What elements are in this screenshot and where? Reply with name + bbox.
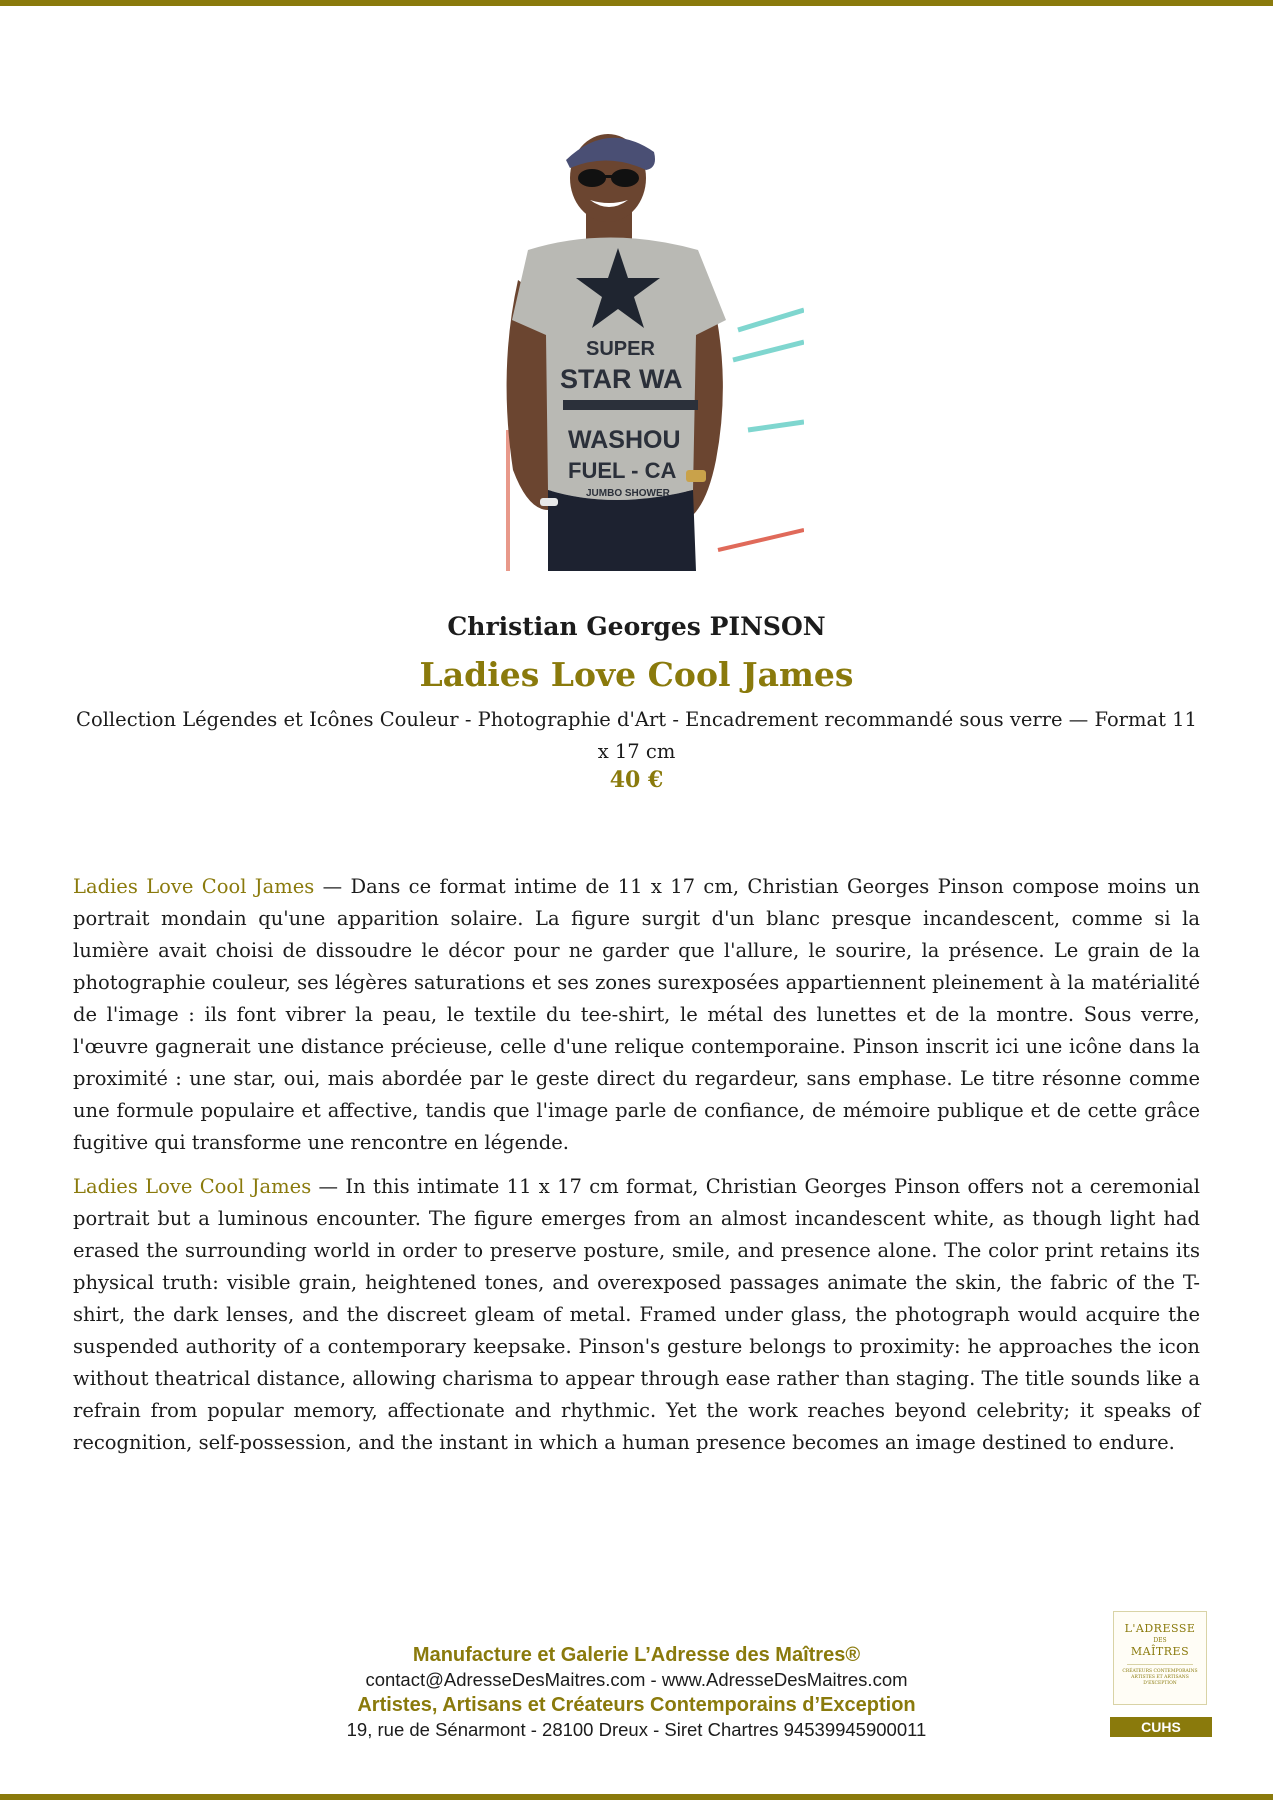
svg-text:JUMBO SHOWER: JUMBO SHOWER xyxy=(586,488,670,499)
footer-contact: contact@AdresseDesMaitres.com - www.AdresseDesMaitres.com xyxy=(365,1669,908,1690)
svg-text:FUEL - CA: FUEL - CA xyxy=(568,458,677,483)
logo-line3: MAÎTRES xyxy=(1130,1645,1190,1658)
logo-line2: DES xyxy=(1153,1637,1167,1644)
footer-gallery-name: Manufacture et Galerie L’Adresse des Maîtres® xyxy=(412,1644,861,1666)
svg-text:WASHOU: WASHOU xyxy=(568,426,681,454)
artwork-subtitle: Collection Légendes et Icônes Couleur - Photographie d'Art - Encadrement recommandé sous verre — Format 11 x 17 cm xyxy=(76,708,1197,763)
footer xyxy=(0,1642,1273,1742)
artwork-photo xyxy=(468,130,804,571)
footer-address: 19, rue de Sénarmont - 28100 Dreux - Siret Chartres 94539945900011 xyxy=(346,1719,927,1740)
top-rule xyxy=(0,0,1273,6)
artist-name: Christian Georges PINSON xyxy=(447,612,826,641)
logo-badge: CUHS xyxy=(1110,1717,1212,1737)
svg-text:SUPER: SUPER xyxy=(586,338,655,360)
logo-divider xyxy=(1127,1664,1193,1665)
artwork-title: Ladies Love Cool James xyxy=(419,655,854,694)
bottom-rule xyxy=(0,1794,1273,1800)
description-fr xyxy=(73,871,1200,1159)
description-en-text: — In this intimate 11 x 17 cm format, Christian Georges Pinson offers not a ceremonial portrait but a luminous encounter. The figure emerges from an almost incandescent white, as though light had erased the surrounding world in order to preserve posture, smile, and presence alone. The color print retains its physical truth: visible grain, heightened tones, and overexposed passages animate the skin, the fabric of the T-shirt, the dark lenses, and the discreet gleam of metal. Framed under glass, the photograph would acquire the suspended authority of a contemporary keepsake. Pinson's gesture belongs to proximity: he approaches the icon without theatrical distance, allowing charisma to appear through ease rather than staging. The title sounds like a refrain from popular memory, affectionate and rhythmic. Yet the work reaches beyond celebrity; it speaks of recognition, self-possession, and the instant in which a human presence becomes an image destined to endure. xyxy=(73,1175,1200,1454)
description-en-lead: Ladies Love Cool James xyxy=(73,1175,312,1198)
description xyxy=(73,871,1200,1471)
footer-tagline: Artistes, Artisans et Créateurs Contemporains d’Exception xyxy=(357,1694,916,1716)
artwork-price: 40 € xyxy=(609,767,664,793)
portrait-image xyxy=(468,130,804,571)
gallery-logo xyxy=(1113,1611,1207,1705)
description-fr-text: — Dans ce format intime de 11 x 17 cm, Christian Georges Pinson compose moins un portrait mondain qu'une apparition solaire. La figure surgit d'un blanc presque incandescent, comme si la lumière avait choisi de dissoudre le décor pour ne garder que l'allure, le sourire, la présence. Le grain de la photographie couleur, ses légères saturations et ses zones surexposées appartiennent pleinement à la matérialité de l'image : ils font vibrer la peau, le textile du tee-shirt, le métal des lunettes et de la montre. Sous verre, l'œuvre gagnerait une distance précieuse, celle d'une relique contemporaine. Pinson inscrit ici une icône dans la proximité : une star, oui, mais abordée par le geste direct du regardeur, sans emphase. Le titre résonne comme une formule populaire et affective, tandis que l'image parle de confiance, de mémoire publique et de cette grâce fugitive qui transforme une rencontre en légende. xyxy=(73,875,1200,1154)
description-en xyxy=(73,1171,1200,1459)
logo-line1: L'ADRESSE xyxy=(1124,1622,1196,1635)
logo-line4: CRÉATEURS CONTEMPORAINS ARTISTES ET ARTISANS D'EXCEPTION xyxy=(1122,1669,1198,1686)
svg-text:STAR WA: STAR WA xyxy=(560,364,683,394)
description-fr-lead: Ladies Love Cool James xyxy=(73,875,315,898)
